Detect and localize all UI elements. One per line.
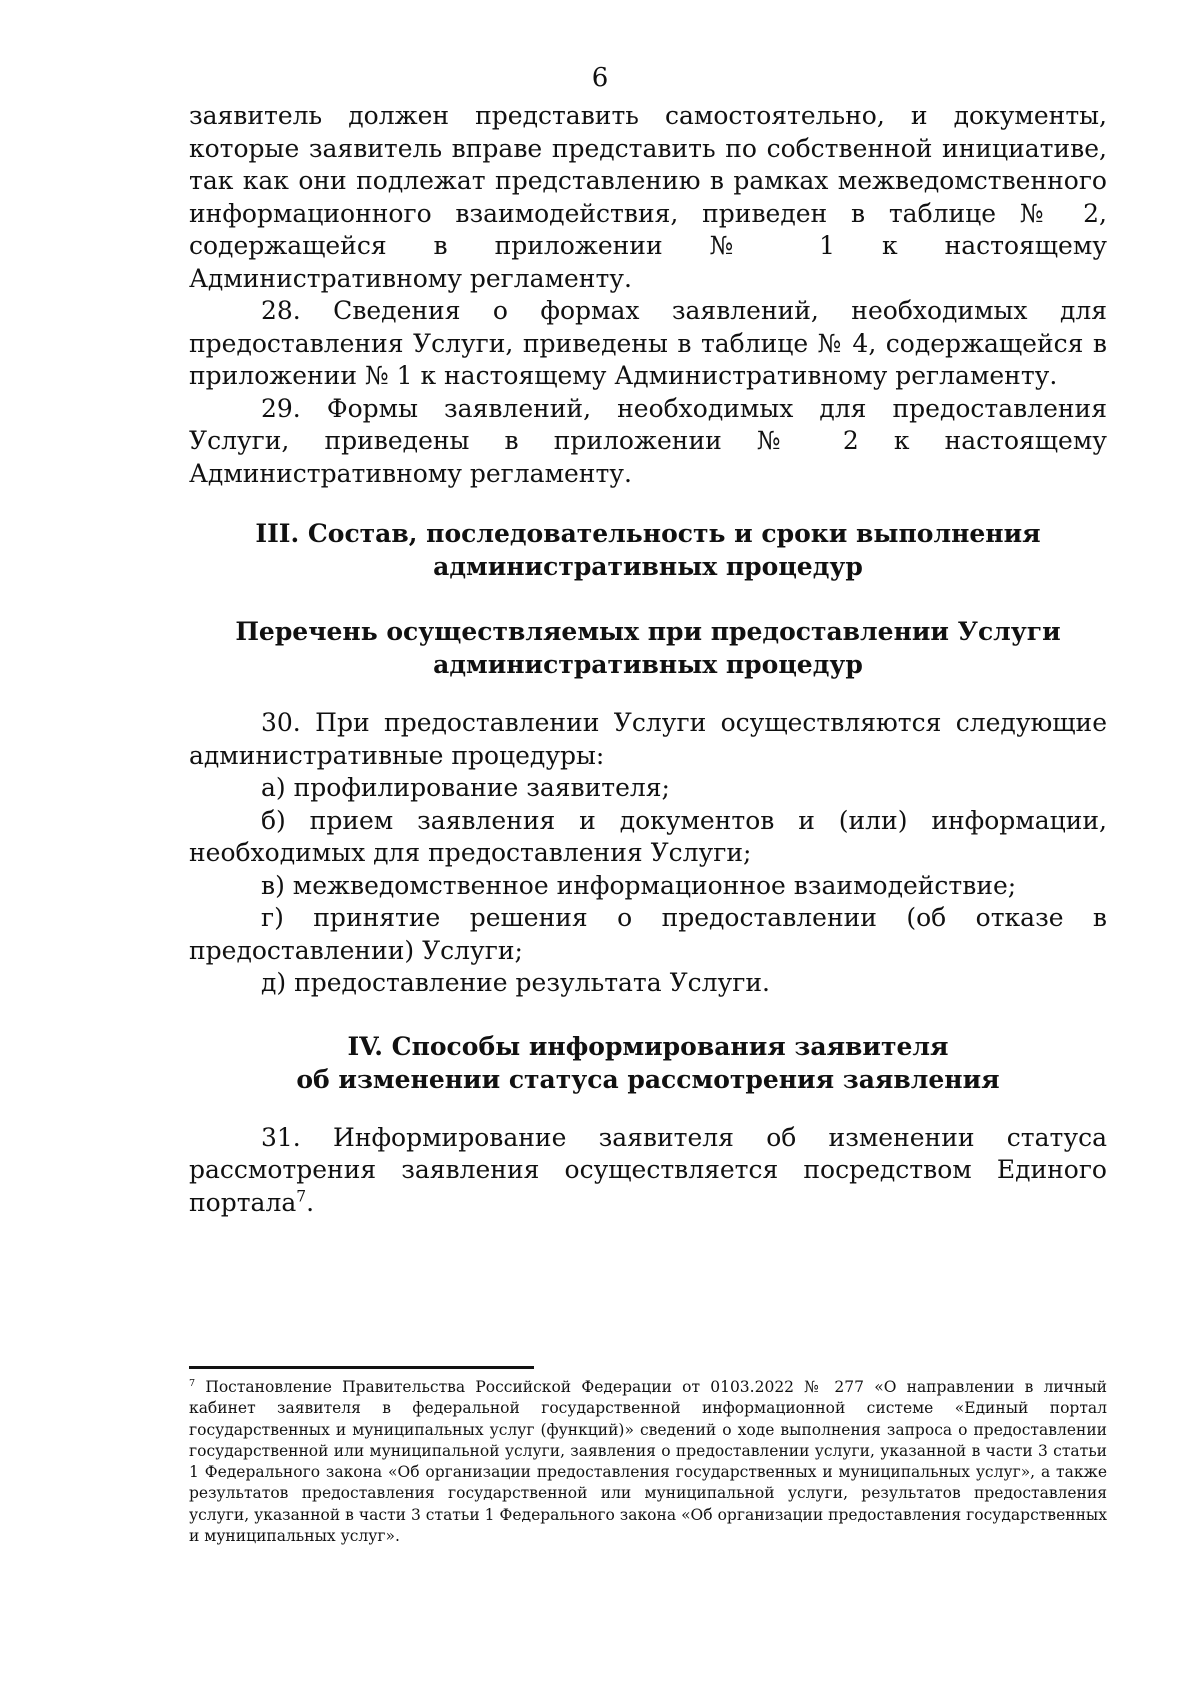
footnote	[189, 1377, 1107, 1547]
paragraph-29: 29. Формы заявлений, необходимых для предоставления Услуги, приведены в приложении № 2 к настоящему Административному регламенту.	[189, 393, 1107, 488]
section-3-heading	[189, 517, 1107, 583]
section-4-heading	[189, 1030, 1107, 1096]
footnote-reference: 7	[296, 1187, 307, 1206]
footnote-text: Постановление Правительства Российской Федерации от 0103.2022 № 277 «О направлении в личный кабинет заявителя в федеральной государственной информационной системе «Единый портал государственных и муниципальных услуг (функций)» сведений о ходе выполнения запроса о предоставлении государственной или муниципальной услуги, заявления о предоставлении услуги, указанной в части 3 статьи 1 Федерального закона «Об организации предоставления государственных и муниципальных услуг», а также результатов предоставления государственной или муниципальной услуги, результатов предоставления услуги, указанной в части 3 статьи 1 Федерального закона «Об организации предоставления государственных и муниципальных услуг».	[189, 1378, 1107, 1546]
section-3-title-line-2: административных процедур	[433, 552, 863, 581]
footnote-separator	[189, 1366, 534, 1369]
footnote-marker: 7	[189, 1377, 196, 1389]
paragraph-31	[189, 1122, 1107, 1220]
paragraph-30: 30. При предоставлении Услуги осуществляются следующие административные процедуры:	[189, 708, 1107, 770]
procedure-item-v: в) межведомственное информационное взаимодействие;	[261, 870, 1017, 900]
procedures-list-heading	[189, 615, 1107, 681]
procedures-list-title-line-1: Перечень осуществляемых при предоставлении Услуги	[235, 617, 1061, 646]
paragraph-31-end: .	[306, 1187, 315, 1217]
section-4-title-line-1: IV. Способы информирования заявителя	[347, 1031, 949, 1061]
continuation-paragraph: заявитель должен представить самостоятельно, и документы, которые заявитель вправе представить по собственной инициативе, так как они подлежат представлению в рамках межведомственного информационного взаимодействия, приведен в таблице № 2, содержащейся в приложении № 1 к настоящему Административному регламенту.	[189, 101, 1107, 293]
procedure-item-a: а) профилирование заявителя;	[261, 773, 670, 802]
procedure-item-d: д) предоставление результата Услуги.	[261, 968, 770, 997]
paragraph-31-text: 31. Информирование заявителя об изменении статуса рассмотрения заявления осуществляется посредством Единого портала	[189, 1122, 1107, 1217]
paragraph-28: 28. Сведения о формах заявлений, необходимых для предоставления Услуги, приведены в таблице № 4, содержащейся в приложении № 1 к настоящему Административному регламенту.	[189, 296, 1107, 390]
procedure-item-g: г) принятие решения о предоставлении (об отказе в предоставлении) Услуги;	[189, 903, 1107, 965]
document-body	[189, 100, 1107, 1219]
page-number: 6	[591, 63, 609, 93]
section-4-title-line-2: об изменении статуса рассмотрения заявления	[296, 1064, 1000, 1094]
procedures-list-title-line-2: административных процедур	[433, 650, 863, 679]
section-3-title-line-1: III. Состав, последовательность и сроки выполнения	[255, 519, 1041, 548]
procedure-item-b: б) прием заявления и документов и (или) информации, необходимых для предоставления Услуги;	[189, 805, 1107, 867]
